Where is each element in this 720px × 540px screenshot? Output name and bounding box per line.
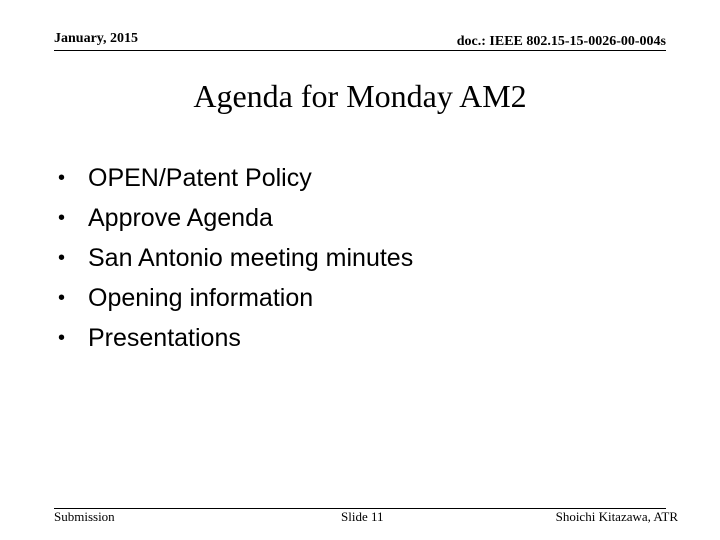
- agenda-item-text: Opening information: [88, 283, 314, 312]
- agenda-item-text: Presentations: [88, 323, 241, 352]
- bullet-icon: •: [58, 326, 66, 349]
- bullet-icon: •: [58, 246, 66, 269]
- agenda-item: [58, 318, 413, 358]
- bullet-icon: •: [58, 286, 66, 309]
- header-divider: [54, 50, 666, 51]
- footer-author: Shoichi Kitazawa, ATR: [555, 509, 678, 524]
- bullet-icon: •: [58, 166, 66, 189]
- agenda-item-text: San Antonio meeting minutes: [88, 243, 414, 272]
- agenda-item: [58, 238, 413, 278]
- agenda-item: [58, 278, 413, 318]
- agenda-item: [58, 158, 413, 198]
- slide-title: Agenda for Monday AM2: [193, 78, 527, 114]
- agenda-item-text: Approve Agenda: [88, 203, 273, 232]
- footer-slide-number: Slide 11: [341, 509, 384, 524]
- header-date: January, 2015: [54, 31, 139, 46]
- agenda-list: [58, 158, 413, 358]
- header-doc-id: doc.: IEEE 802.15-15-0026-00-004s: [456, 34, 666, 49]
- footer-submission: Submission: [54, 509, 115, 524]
- agenda-item-text: OPEN/Patent Policy: [88, 163, 312, 192]
- agenda-item: [58, 198, 413, 238]
- bullet-icon: •: [58, 206, 66, 229]
